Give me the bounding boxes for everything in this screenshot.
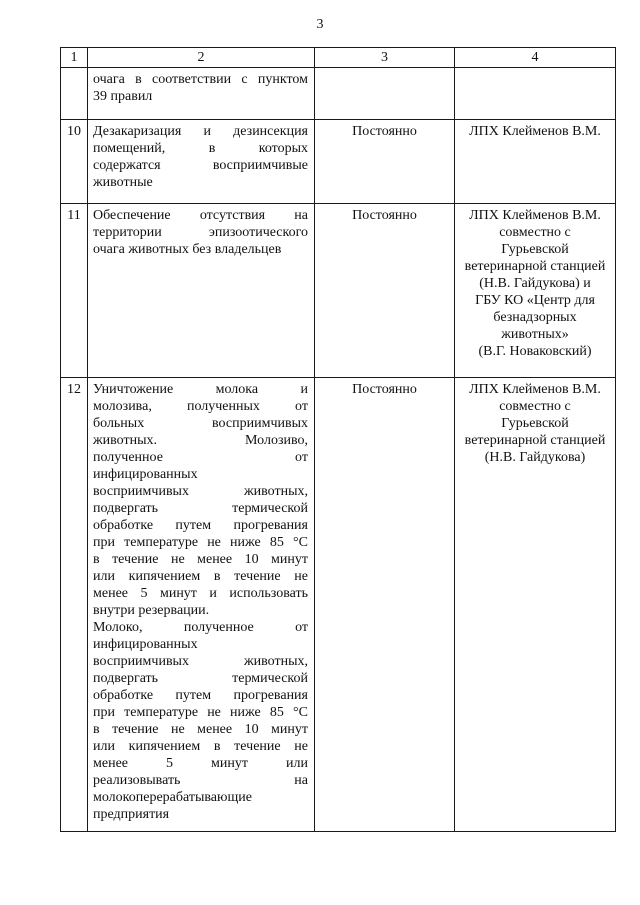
header-cell: 1 [61,48,88,68]
measures-table [60,47,616,832]
responsible-cell [455,378,616,832]
text-line: молокоперерабатывающие [93,790,252,805]
text-line: обработке путем прогревания [93,688,308,703]
row-number: 10 [61,120,88,204]
table-row [61,120,616,204]
responsible-line: ветеринарной станцией [464,259,606,274]
text-line: животные [93,175,153,190]
text-line: Молоко, полученное от [93,620,308,635]
header-cell: 4 [455,48,616,68]
responsible-line: ЛПХ Клейменов В.М. [469,208,601,223]
row-number: 12 [61,378,88,832]
text-line: очага в соответствии с пунктом [93,72,308,87]
measure-text [88,378,315,832]
text-line: менее 5 минут и использовать [93,586,308,601]
text-line: подвергать термической [93,671,308,686]
responsible-cell [455,68,616,120]
measure-text [88,204,315,378]
text-line: или кипячением в течение не [93,569,308,584]
text-line: помещений, в которых [93,141,308,156]
text-line: содержатся восприимчивые [93,158,308,173]
text-line: животных. Молозиво, [93,433,308,448]
measure-text [88,68,315,120]
responsible-line: (В.Г. Новаковский) [478,344,592,359]
responsible-line: совместно с [499,399,571,414]
row-number: 11 [61,204,88,378]
responsible-line: (Н.В. Гайдукова) и [479,276,591,291]
responsible-cell [455,204,616,378]
responsible-line: Гурьевской [501,416,569,431]
responsible-line: животных» [501,327,569,342]
text-line: восприимчивых животных, [93,484,308,499]
text-line: больных восприимчивых [93,416,308,431]
text-line: при температуре не ниже 85 °С [93,705,308,720]
responsible-line: Гурьевской [501,242,569,257]
responsible-line: ГБУ КО «Центр для [475,293,595,308]
period-cell: Постоянно [315,378,455,832]
text-line: обработке путем прогревания [93,518,308,533]
responsible-line: совместно с [499,225,571,240]
text-line: очага животных без владельцев [93,242,282,257]
text-line: при температуре не ниже 85 °С [93,535,308,550]
text-line: в течение не менее 10 минут [93,722,308,737]
text-line: молозива, полученных от [93,399,308,414]
responsible-line: ЛПХ Клейменов В.М. [469,382,601,397]
text-line: подвергать термической [93,501,308,516]
table-row [61,68,616,120]
text-line: Обеспечение отсутствия на [93,208,308,223]
text-line: Уничтожение молока и [93,382,308,397]
text-line: реализовывать на [93,773,308,788]
text-line: Дезакаризация и дезинсекция [93,124,308,139]
text-line: полученное от [93,450,308,465]
table-row [61,204,616,378]
text-line: внутри резервации. [93,603,210,618]
responsible-cell [455,120,616,204]
table-header-row [61,48,616,68]
responsible-line: ветеринарной станцией [464,433,606,448]
text-line: инфицированных [93,637,198,652]
text-line: 39 правил [93,89,153,104]
text-line: или кипячением в течение не [93,739,308,754]
header-cell: 3 [315,48,455,68]
table-row [61,378,616,832]
period-cell [315,68,455,120]
text-line: в течение не менее 10 минут [93,552,308,567]
text-line: территории эпизоотического [93,225,308,240]
row-number [61,68,88,120]
period-cell: Постоянно [315,120,455,204]
responsible-line: безнадзорных [493,310,577,325]
header-cell: 2 [88,48,315,68]
period-cell: Постоянно [315,204,455,378]
page-number: 3 [316,17,324,32]
text-line: предприятия [93,807,170,822]
responsible-line: ЛПХ Клейменов В.М. [469,124,601,139]
measure-text [88,120,315,204]
text-line: менее 5 минут или [93,756,308,771]
text-line: восприимчивых животных, [93,654,308,669]
responsible-line: (Н.В. Гайдукова) [484,450,586,465]
text-line: инфицированных [93,467,198,482]
